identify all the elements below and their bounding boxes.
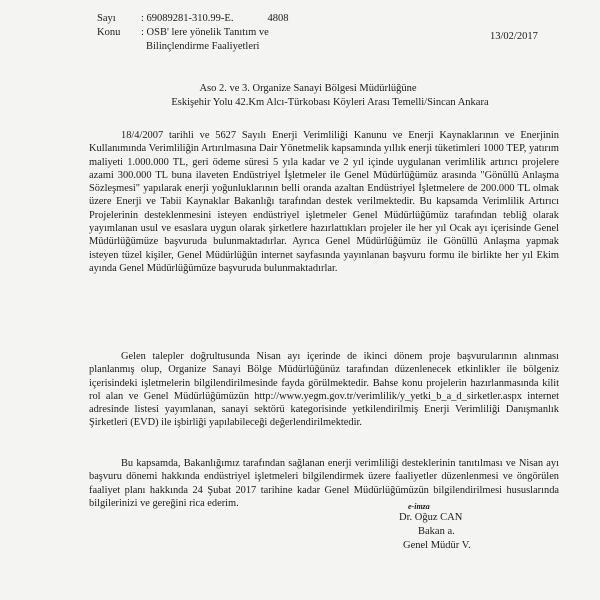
sayi-value: : 69089281-310.99-E. bbox=[141, 13, 234, 24]
konu-label: Konu bbox=[97, 27, 121, 38]
body-paragraph-3 bbox=[89, 457, 559, 510]
subject-row-continued bbox=[146, 40, 259, 54]
body-paragraph-1 bbox=[89, 129, 559, 275]
paragraph-text: Bu kapsamda, Bakanlığımız tarafından sağlanan enerji verimliliği desteklerinin tanıtılması ve Nisan ayı başvuru dönemi hakkında endüstriyel işletmeleri bilgilendirmek üzere faaliyetler düzenlenmesi ve öngörülen faaliyet planı hakkında 24 Şubat 2017 tarihine kadar Genel Müdürlüğümüzün bilgilendirilmesi hususlarında bilgilerinizi ve gereğini rica ederim. bbox=[89, 458, 559, 509]
sayi-label: Sayı bbox=[97, 13, 116, 24]
signatory-position: Genel Müdür V. bbox=[403, 540, 471, 551]
addressee-name: Aso 2. ve 3. Organize Sanayi Bölgesi Müdürlüğüne bbox=[199, 83, 417, 94]
letter-date: 13/02/2017 bbox=[490, 31, 538, 42]
paragraph-text: Gelen talepler doğrultusunda Nisan ayı içerinde de ikinci dönem proje başvurularının alınması planlanmış olup, Organize Sanayi Bölge Müdürlüğünüz tarafından düzenlenecek etkinlikler ile bölgeniz içerisindeki işletmelerin bilgilendirilmesinde fayda görülmektedir. Bahse konu projelerin hazırlanmasında kilit rol alan ve Genel Müdürlüğümüzün http://www.yegm.gov.tr/verimlilik/y_yetki_b_a_d_sirketler.aspx internet adresinde listesi yayımlanan, sanayi sektörü kategorisinde yetkilendirilmiş Enerji Verimliliği Danışmanlık Şirketleri (EVD) ile işbirliği yapılabileceği değerlendirilmektedir. bbox=[89, 351, 559, 429]
konu-value: : OSB' lere yönelik Tanıtım ve bbox=[141, 27, 269, 38]
body-paragraph-2 bbox=[89, 350, 559, 430]
registration-number: 4808 bbox=[267, 13, 289, 24]
signatory-title: Bakan a. bbox=[418, 526, 455, 537]
subject-row bbox=[97, 26, 269, 40]
paragraph-text: 18/4/2007 tarihli ve 5627 Sayılı Enerji Verimliliği Kanunu ve Enerji Kaynaklarının ve Enerjinin Kullanımında Verimliliğin Artırılmasına Dair Yönetmelik kapsamında yıllık enerji tüketimleri 1000 TEP, yatırım maliyeti 1.000.000 TL, geri ödeme süresi 5 yıla kadar ve 2 yıl içinde uygulanan verimlilik artırıcı projelere azami 300.000 TL buna ilaveten Endüstriyel İşletmeler ile Genel Müdürlüğümüz arasında "Gönüllü Anlaşma Sözleşmesi" yapılarak enerji yoğunluklarının belli oranda azaltan Endüstriyel İşletmelere de 200.000 TL olmak üzere Enerji ve Tabii Kaynaklar Bakanlığı tarafından destek verilmektedir. Bu kapsamda Verimlilik Artırıcı Projelerinin desteklenmesini isteyen endüstriyel işletmeler Genel Müdürlüğümüz tarafından tebliğ olarak yayımlanan usul ve esaslara uygun olarak şirketlere hazırlattıkları projeler ile her yıl Ocak ayı içerisinde Genel Müdürlüğümüze başvuruda bulunmaktadırlar. Ayrıca Genel Müdürlüğümüz ile Gönüllü Anlaşma yapmak isteyen tüzel kişiler, Genel Müdürlüğün internet sayfasında yayınlanan başvuru formu ile birlikte her yıl Ekim ayında Genel Müdürlüğümüze başvuruda bulunmaktadırlar. bbox=[89, 130, 559, 274]
addressee-address: Eskişehir Yolu 42.Km Alcı-Türkobası Köyleri Arası Temelli/Sincan Ankara bbox=[171, 97, 489, 108]
reference-row bbox=[97, 12, 288, 26]
e-signature-mark: e-imza bbox=[408, 502, 430, 511]
signatory-name: Dr. Oğuz CAN bbox=[399, 512, 463, 523]
konu-value-continued: Bilinçlendirme Faaliyetleri bbox=[146, 41, 260, 52]
